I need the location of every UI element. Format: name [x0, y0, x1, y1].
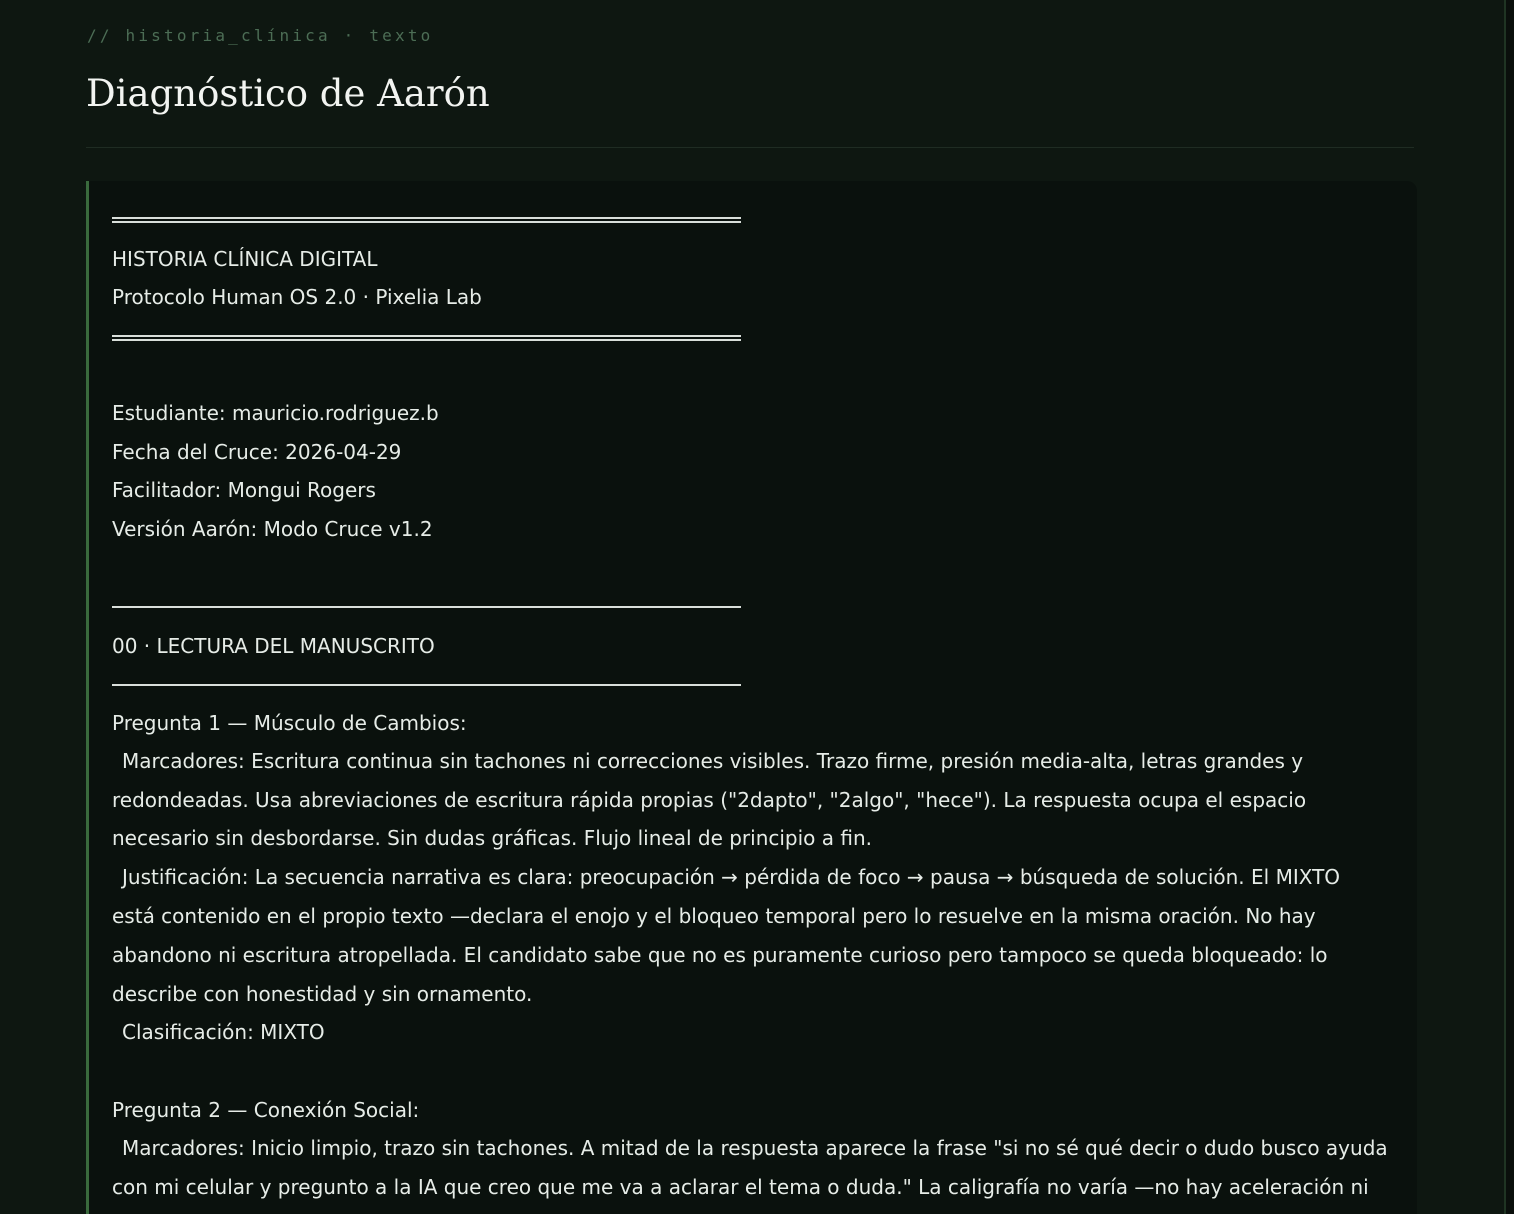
question-2-title: Pregunta 2 — Conexión Social: [112, 1098, 420, 1122]
section-divider-bottom [112, 684, 741, 686]
document-heading: HISTORIA CLÍNICA DIGITAL [112, 247, 378, 271]
meta-date: Fecha del Cruce: 2026-04-29 [112, 440, 402, 464]
page-title: Diagnóstico de Aarón [86, 72, 490, 115]
breadcrumb: // historia_clínica · texto [87, 26, 434, 45]
question-1-line: Justificación: La secuencia narrativa es clara: preocupación → pérdida de foco → pausa → búsqueda de solución. El MIXTO [122, 865, 1341, 889]
double-divider-top [112, 217, 741, 223]
meta-student: Estudiante: mauricio.rodriguez.b [112, 401, 439, 425]
document-subheading: Protocolo Human OS 2.0 · Pixelia Lab [112, 285, 482, 309]
question-1-line: Marcadores: Escritura continua sin tachones ni correcciones visibles. Trazo firme, presión media-alta, letras grandes y [122, 749, 1304, 773]
question-1-line: redondeadas. Usa abreviaciones de escritura rápida propias ("2dapto", "2algo", "hece"). La respuesta ocupa el espacio [112, 788, 1307, 812]
section-title: 00 · LECTURA DEL MANUSCRITO [112, 634, 435, 658]
question-1-line: describe con honestidad y sin ornamento. [112, 982, 533, 1006]
question-1-line: necesario sin desbordarse. Sin dudas gráficas. Flujo lineal de principio a fin. [112, 826, 873, 850]
question-1-classification: Clasificación: MIXTO [122, 1020, 325, 1044]
question-2-line: con mi celular y pregunto a la IA que creo que me va a aclarar el tema o duda." La caligrafía no varía —no hay aceleración ni [112, 1175, 1369, 1199]
question-1-line: abandono ni escritura atropellada. El candidato sabe que no es puramente curioso pero tampoco se queda bloqueado: lo [112, 943, 1328, 967]
title-divider [86, 147, 1414, 148]
meta-facilitator: Facilitador: Mongui Rogers [112, 478, 376, 502]
meta-version: Versión Aarón: Modo Cruce v1.2 [112, 517, 433, 541]
window-right-border [1504, 0, 1514, 1214]
question-1-line: está contenido en el propio texto —declara el enojo y el bloqueo temporal pero lo resuelve en la misma oración. No hay [112, 904, 1316, 928]
question-1-title: Pregunta 1 — Músculo de Cambios: [112, 711, 467, 735]
section-divider-top [112, 606, 741, 608]
double-divider-bottom [112, 335, 741, 341]
question-2-line: Marcadores: Inicio limpio, trazo sin tachones. A mitad de la respuesta aparece la frase "si no sé qué decir o dudo busco ayuda [122, 1136, 1388, 1160]
